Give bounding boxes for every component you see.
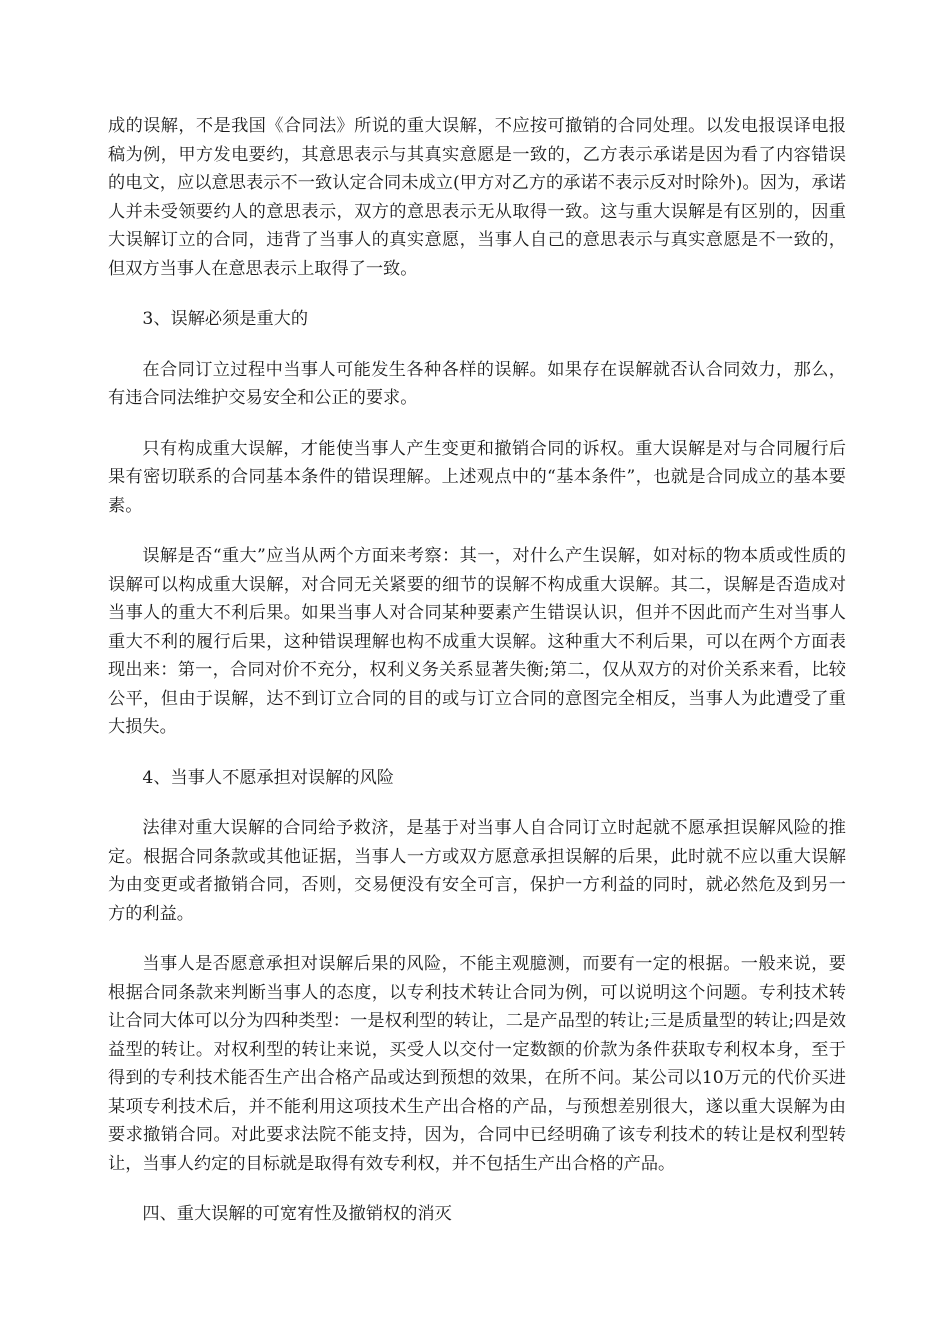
paragraph: 法律对重大误解的合同给予救济，是基于对当事人自合同订立时起就不愿承担误解风险的推定。根据合同条款或其他证据，当事人一方或双方愿意承担误解的后果，此时就不应以重大误解为由变更或者撤销合同，否则，交易便没有安全可言，保护一方利益的同时，就必然危及到另一方的利益。 <box>108 818 846 924</box>
paragraph-continued: 成的误解，不是我国《合同法》所说的重大误解，不应按可撤销的合同处理。以发电报误译电报稿为例，甲方发电要约，其意思表示与其真实意愿是一致的，乙方表示承诺是因为看了内容错误的电文，应以意思表示不一致认定合同未成立(甲方对乙方的承诺不表示反对时除外)。因为，承诺人并未受领要约人的意思表示，双方的意思表示无从取得一致。这与重大误解是有区别的，因重大误解订立的合同，违背了当事人的真实意愿，当事人自己的意思表示与真实意愿是不一致的，但双方当事人在意思表示上取得了一致。 <box>108 116 846 279</box>
paragraph: 在合同订立过程中当事人可能发生各种各样的误解。如果存在误解就否认合同效力，那么，有违合同法维护交易安全和公正的要求。 <box>108 359 846 408</box>
section-heading-4: 4、当事人不愿承担对误解的风险 <box>142 767 394 788</box>
paragraph: 当事人是否愿意承担对误解后果的风险，不能主观臆测，而要有一定的根据。一般来说，要根据合同条款来判断当事人的态度，以专利技术转让合同为例，可以说明这个问题。专利技术转让合同大体可以分为四种类型：一是权利型的转让，二是产品型的转让;三是质量型的转让;四是效益型的转让。对权利型的转让来说，买受人以交付一定数额的价款为条件获取专利权本身，至于得到的专利技术能否生产出合格产品或达到预想的效果，在所不问。某公司以10万元的代价买进某项专利技术后，并不能利用这项技术生产出合格的产品，与预想差别很大，遂以重大误解为由要求撤销合同。对此要求法院不能支持，因为，合同中已经明确了该专利技术的转让是权利型转让，当事人约定的目标就是取得有效专利权，并不包括生产出合格的产品。 <box>108 954 846 1174</box>
document-page <box>108 112 846 1251</box>
section-heading-four: 四、重大误解的可宽宥性及撤销权的消灭 <box>142 1204 452 1224</box>
paragraph: 只有构成重大误解，才能使当事人产生变更和撤销合同的诉权。重大误解是对与合同履行后果有密切联系的合同基本条件的错误理解。上述观点中的“基本条件”，也就是合同成立的基本要素。 <box>108 438 846 516</box>
section-heading-3: 3、误解必须是重大的 <box>142 309 309 329</box>
paragraph: 误解是否“重大”应当从两个方面来考察：其一，对什么产生误解，如对标的物本质或性质的误解可以构成重大误解，对合同无关紧要的细节的误解不构成重大误解。其二，误解是否造成对当事人的重大不利后果。如果当事人对合同某种要素产生错误认识，但并不因此而产生对当事人重大不利的履行后果，这种错误理解也构不成重大误解。这种重大不利后果，可以在两个方面表现出来：第一，合同对价不充分，权利义务关系显著失衡;第二，仅从双方的对价关系来看，比较公平，但由于误解，达不到订立合同的目的或与订立合同的意图完全相反，当事人为此遭受了重大损失。 <box>108 546 846 737</box>
